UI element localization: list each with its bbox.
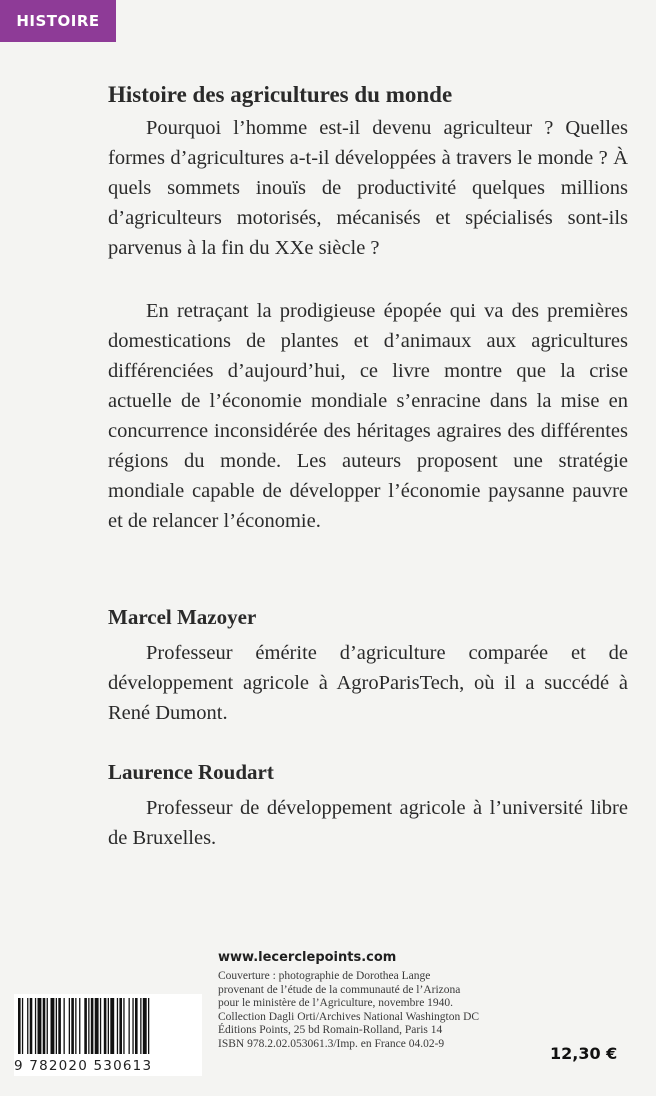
barcode-bar bbox=[91, 998, 94, 1054]
barcode-bar bbox=[104, 998, 107, 1054]
barcode-bar bbox=[95, 998, 99, 1054]
price-label: 12,30 € bbox=[550, 1044, 618, 1063]
barcode-bar bbox=[18, 998, 21, 1054]
category-badge: HISTOIRE bbox=[0, 0, 116, 42]
credit-line: Éditions Points, 25 bd Romain-Rolland, Paris 14 bbox=[218, 1024, 443, 1037]
description-paragraph-1: Pourquoi l’homme est-il devenu agriculteur ? Quelles formes d’agricultures a-t-il développées à travers le monde ? À quels sommets inouïs de productivité quelques millions d’agriculteurs motorisés, mécanisés et spécialisés sont-ils parvenus à la fin du XXe siècle ? bbox=[108, 117, 628, 259]
credit-line: provenant de l’étude de la communauté de l’Arizona bbox=[218, 983, 461, 996]
credit-line: Couverture : photographie de Dorothea Lange bbox=[218, 970, 431, 982]
credit-line: pour le ministère de l’Agriculture, novembre 1940. bbox=[218, 997, 454, 1010]
barcode-number: 9 782020 530613 bbox=[14, 1056, 202, 1076]
barcode-bar bbox=[69, 998, 70, 1054]
barcode-bar bbox=[88, 998, 89, 1054]
barcode-bar bbox=[135, 998, 138, 1054]
barcode-bars bbox=[14, 994, 202, 1058]
barcode-bar bbox=[129, 998, 130, 1054]
publisher-website: www.lecerclepoints.com bbox=[218, 950, 397, 965]
barcode-bar bbox=[119, 998, 122, 1054]
barcode-bar bbox=[132, 998, 133, 1054]
barcode-bar bbox=[38, 998, 42, 1054]
barcode-bar bbox=[117, 998, 118, 1054]
barcode-bar bbox=[64, 998, 65, 1054]
barcode-bar bbox=[108, 998, 109, 1054]
barcode-bar bbox=[84, 998, 87, 1054]
author-name-2: Laurence Roudart bbox=[108, 760, 274, 784]
barcode-bar bbox=[58, 998, 61, 1054]
author-bio-1: Professeur émérite d’agriculture comparée et de développement agricole à AgroParisTech, où il a succédé à René Dumont. bbox=[108, 642, 628, 724]
barcode-bar bbox=[47, 998, 48, 1054]
barcode-bar bbox=[22, 998, 23, 1054]
barcode-bar bbox=[110, 998, 114, 1054]
barcode-bar bbox=[79, 998, 80, 1054]
author-name-1: Marcel Mazoyer bbox=[108, 605, 257, 629]
barcode-bar bbox=[27, 998, 28, 1054]
barcode bbox=[14, 994, 202, 1058]
barcode-bar bbox=[140, 998, 141, 1054]
barcode-bar bbox=[148, 998, 149, 1054]
credit-line: Collection Dagli Orti/Archives National Washington DC bbox=[218, 1010, 480, 1023]
description-paragraph-2: En retraçant la prodigieuse épopée qui va des premières domestications de plantes et d’animaux aux agricultures différenciées d’aujourd’hui, ce livre montre que la crise actuelle de l’économie mondiale s’enracine dans la mise en concurrence inconsidérée des héritages agraires des différentes régions du monde. Les auteurs proposent une stratégie mondiale capable de développer l’économie paysanne pauvre et de relancer l’économie. bbox=[108, 300, 628, 532]
book-title: Histoire des agricultures du monde bbox=[108, 82, 453, 107]
barcode-bar bbox=[100, 998, 101, 1054]
barcode-bar bbox=[71, 998, 74, 1054]
barcode-bar bbox=[143, 998, 147, 1054]
barcode-bar bbox=[75, 998, 76, 1054]
cover-credits bbox=[218, 970, 558, 1052]
credit-line: ISBN 978.2.02.053061.3/Imp. en France 04.02-9 bbox=[218, 1037, 445, 1050]
barcode-bar bbox=[35, 998, 36, 1054]
author-bio-2: Professeur de développement agricole à l’université libre de Bruxelles. bbox=[108, 797, 628, 849]
barcode-bar bbox=[43, 998, 46, 1054]
barcode-bar bbox=[51, 998, 55, 1054]
barcode-bar bbox=[56, 998, 57, 1054]
barcode-bar bbox=[30, 998, 33, 1054]
barcode-bar bbox=[123, 998, 124, 1054]
